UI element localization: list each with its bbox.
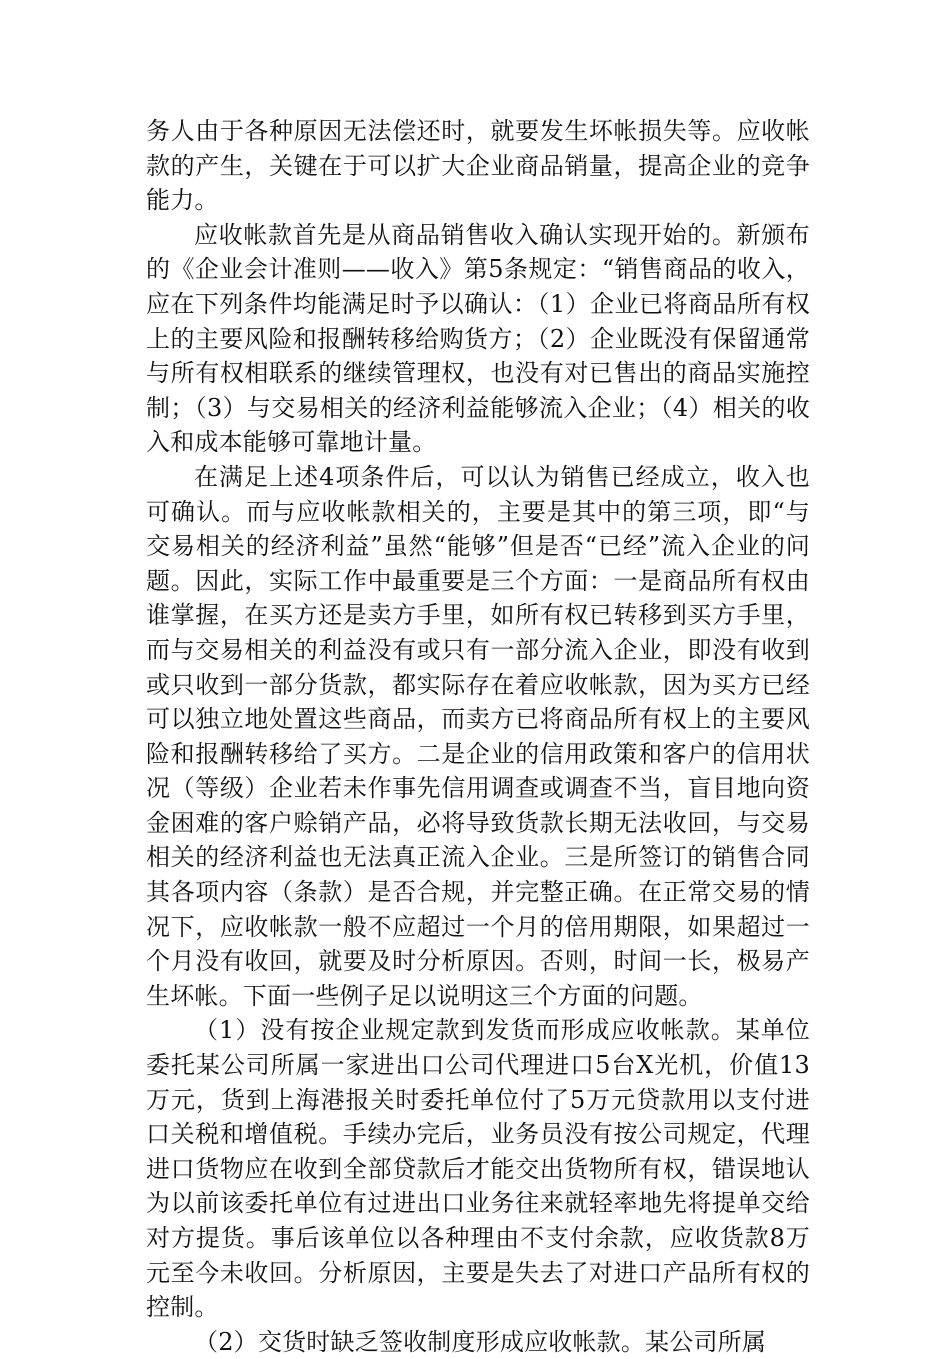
paragraph-revenue-recognition: 应收帐款首先是从商品销售收入确认实现开始的。新颁布的《企业会计准则——收入》第5条规定：“销售商品的收入，应在下列条件均能满足时予以确认：（1）企业已将商品所有权上的主要风险和报酬转移给购货方；（2）企业既没有保留通常与所有权相联系的继续管理权，也没有对已售出的商品实施控制；（3）与交易相关的经济利益能够流入企业；（4）相关的收入和成本能够可靠地计量。: [146, 220, 810, 457]
document-body: [146, 114, 810, 1359]
paragraph-example-2: （2）交货时缺乏签收制度形成应收帐款。某公司所属: [194, 1327, 767, 1356]
paragraph-example-1: （1）没有按企业规定款到发货而形成应收帐款。某单位委托某公司所属一家进出口公司代理进口5台X光机，价值13万元，货到上海港报关时委托单位付了5万元贷款用以支付进口关税和增值税。手续办完后，业务员没有按公司规定，代理进口货物应在收到全部贷款后才能交出货物所有权，错误地认为以前该委托单位有过进出口业务往来就轻率地先将提单交给对方提货。事后该单位以各种理由不支付余款，应收货款8万元至今未收回。分析原因，主要是失去了对进口产品所有权的控制。: [146, 1016, 810, 1322]
paragraph-continuation: 务人由于各种原因无法偿还时，就要发生坏帐损失等。应收帐款的产生，关键在于可以扩大企业商品销量，提高企业的竞争能力。: [146, 117, 810, 215]
paragraph-three-aspects: 在满足上述4项条件后，可以认为销售已经成立，收入也可确认。而与应收帐款相关的，主要是其中的第三项，即“与交易相关的经济利益”虽然“能够”但是否“已经”流入企业的问题。因此，实际工作中最重要是三个方面：一是商品所有权由谁掌握，在买方还是卖方手里，如所有权已转移到买方手里，而与交易相关的利益没有或只有一部分流入企业，即没有收到或只收到一部分货款，都实际存在着应收帐款，因为买方已经可以独立地处置这些商品，而卖方已将商品所有权上的主要风险和报酬转移给了买方。二是企业的信用政策和客户的信用状况（等级）企业若未作事先信用调查或调查不当，盲目地向资金困难的客户赊销产品，必将导致货款长期无法收回，与交易相关的经济利益也无法真正流入企业。三是所签订的销售合同其各项内容（条款）是否合规，并完整正确。在正常交易的情况下，应收帐款一般不应超过一个月的倍用期限，如果超过一个月没有收回，就要及时分析原因。否则，时间一长，极易产生坏帐。下面一些例子足以说明这三个方面的问题。: [146, 462, 810, 1010]
